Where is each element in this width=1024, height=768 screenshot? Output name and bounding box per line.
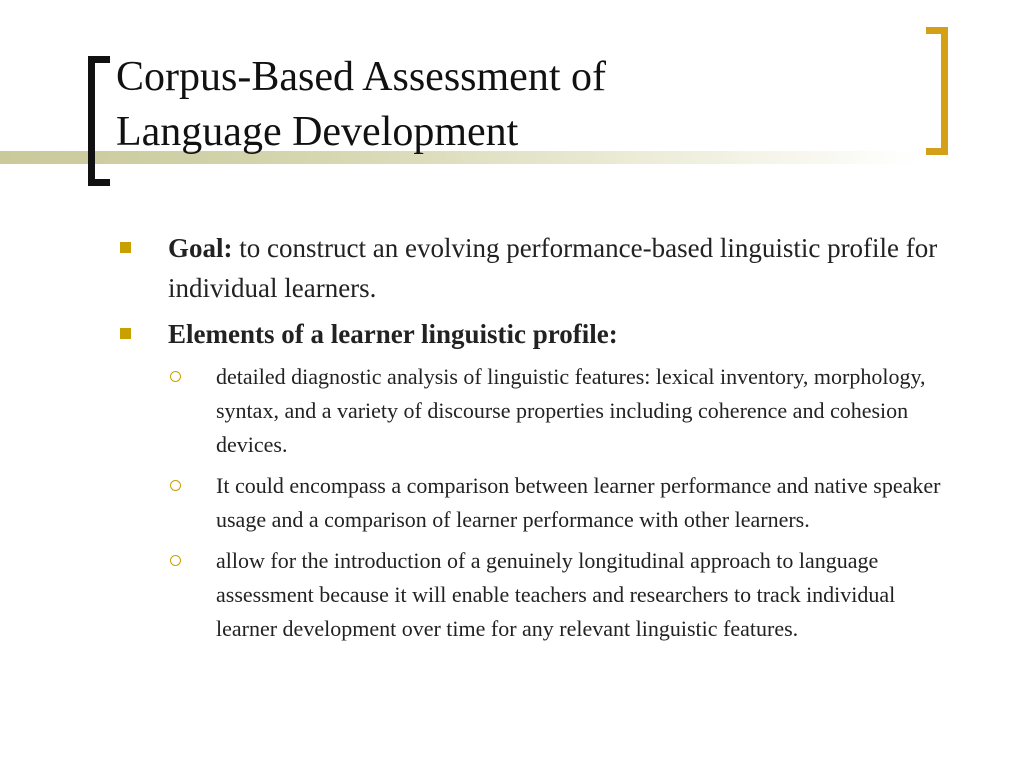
slide-title-line-1: Corpus-Based Assessment of [116,54,606,100]
left-bracket-icon [88,56,110,186]
sub-bullet-diagnostic [120,360,960,462]
square-bullet-icon [120,328,131,339]
sub-bullet-text: allow for the introduction of a genuinely longitudinal approach to language assessment because it will enable teachers and researchers to track individual learner development over time for any relevant linguistic features. [216,548,896,641]
right-bracket-icon [926,27,948,155]
bullet-goal-label: Goal: [168,233,233,263]
sub-bullet-comparison [120,469,960,537]
sub-bullet-text: detailed diagnostic analysis of linguistic features: lexical inventory, morphology, syntax, and a variety of discourse properties including coherence and cohesion devices. [216,364,926,457]
slide-title [116,50,896,160]
hollow-circle-bullet-icon [170,371,181,382]
sub-bullet-longitudinal [120,544,960,646]
square-bullet-icon [120,242,131,253]
bullet-goal [120,228,960,308]
bullet-elements [120,314,960,354]
slide-body [120,228,960,653]
slide-title-line-2: Language Development [116,109,519,155]
hollow-circle-bullet-icon [170,555,181,566]
bullet-elements-label: Elements of a learner linguistic profile: [168,319,618,349]
bullet-goal-text: to construct an evolving performance-based linguistic profile for individual learners. [168,233,938,303]
sub-bullet-text: It could encompass a comparison between learner performance and native speaker usage and a comparison of learner performance with other learners. [216,473,941,532]
hollow-circle-bullet-icon [170,480,181,491]
